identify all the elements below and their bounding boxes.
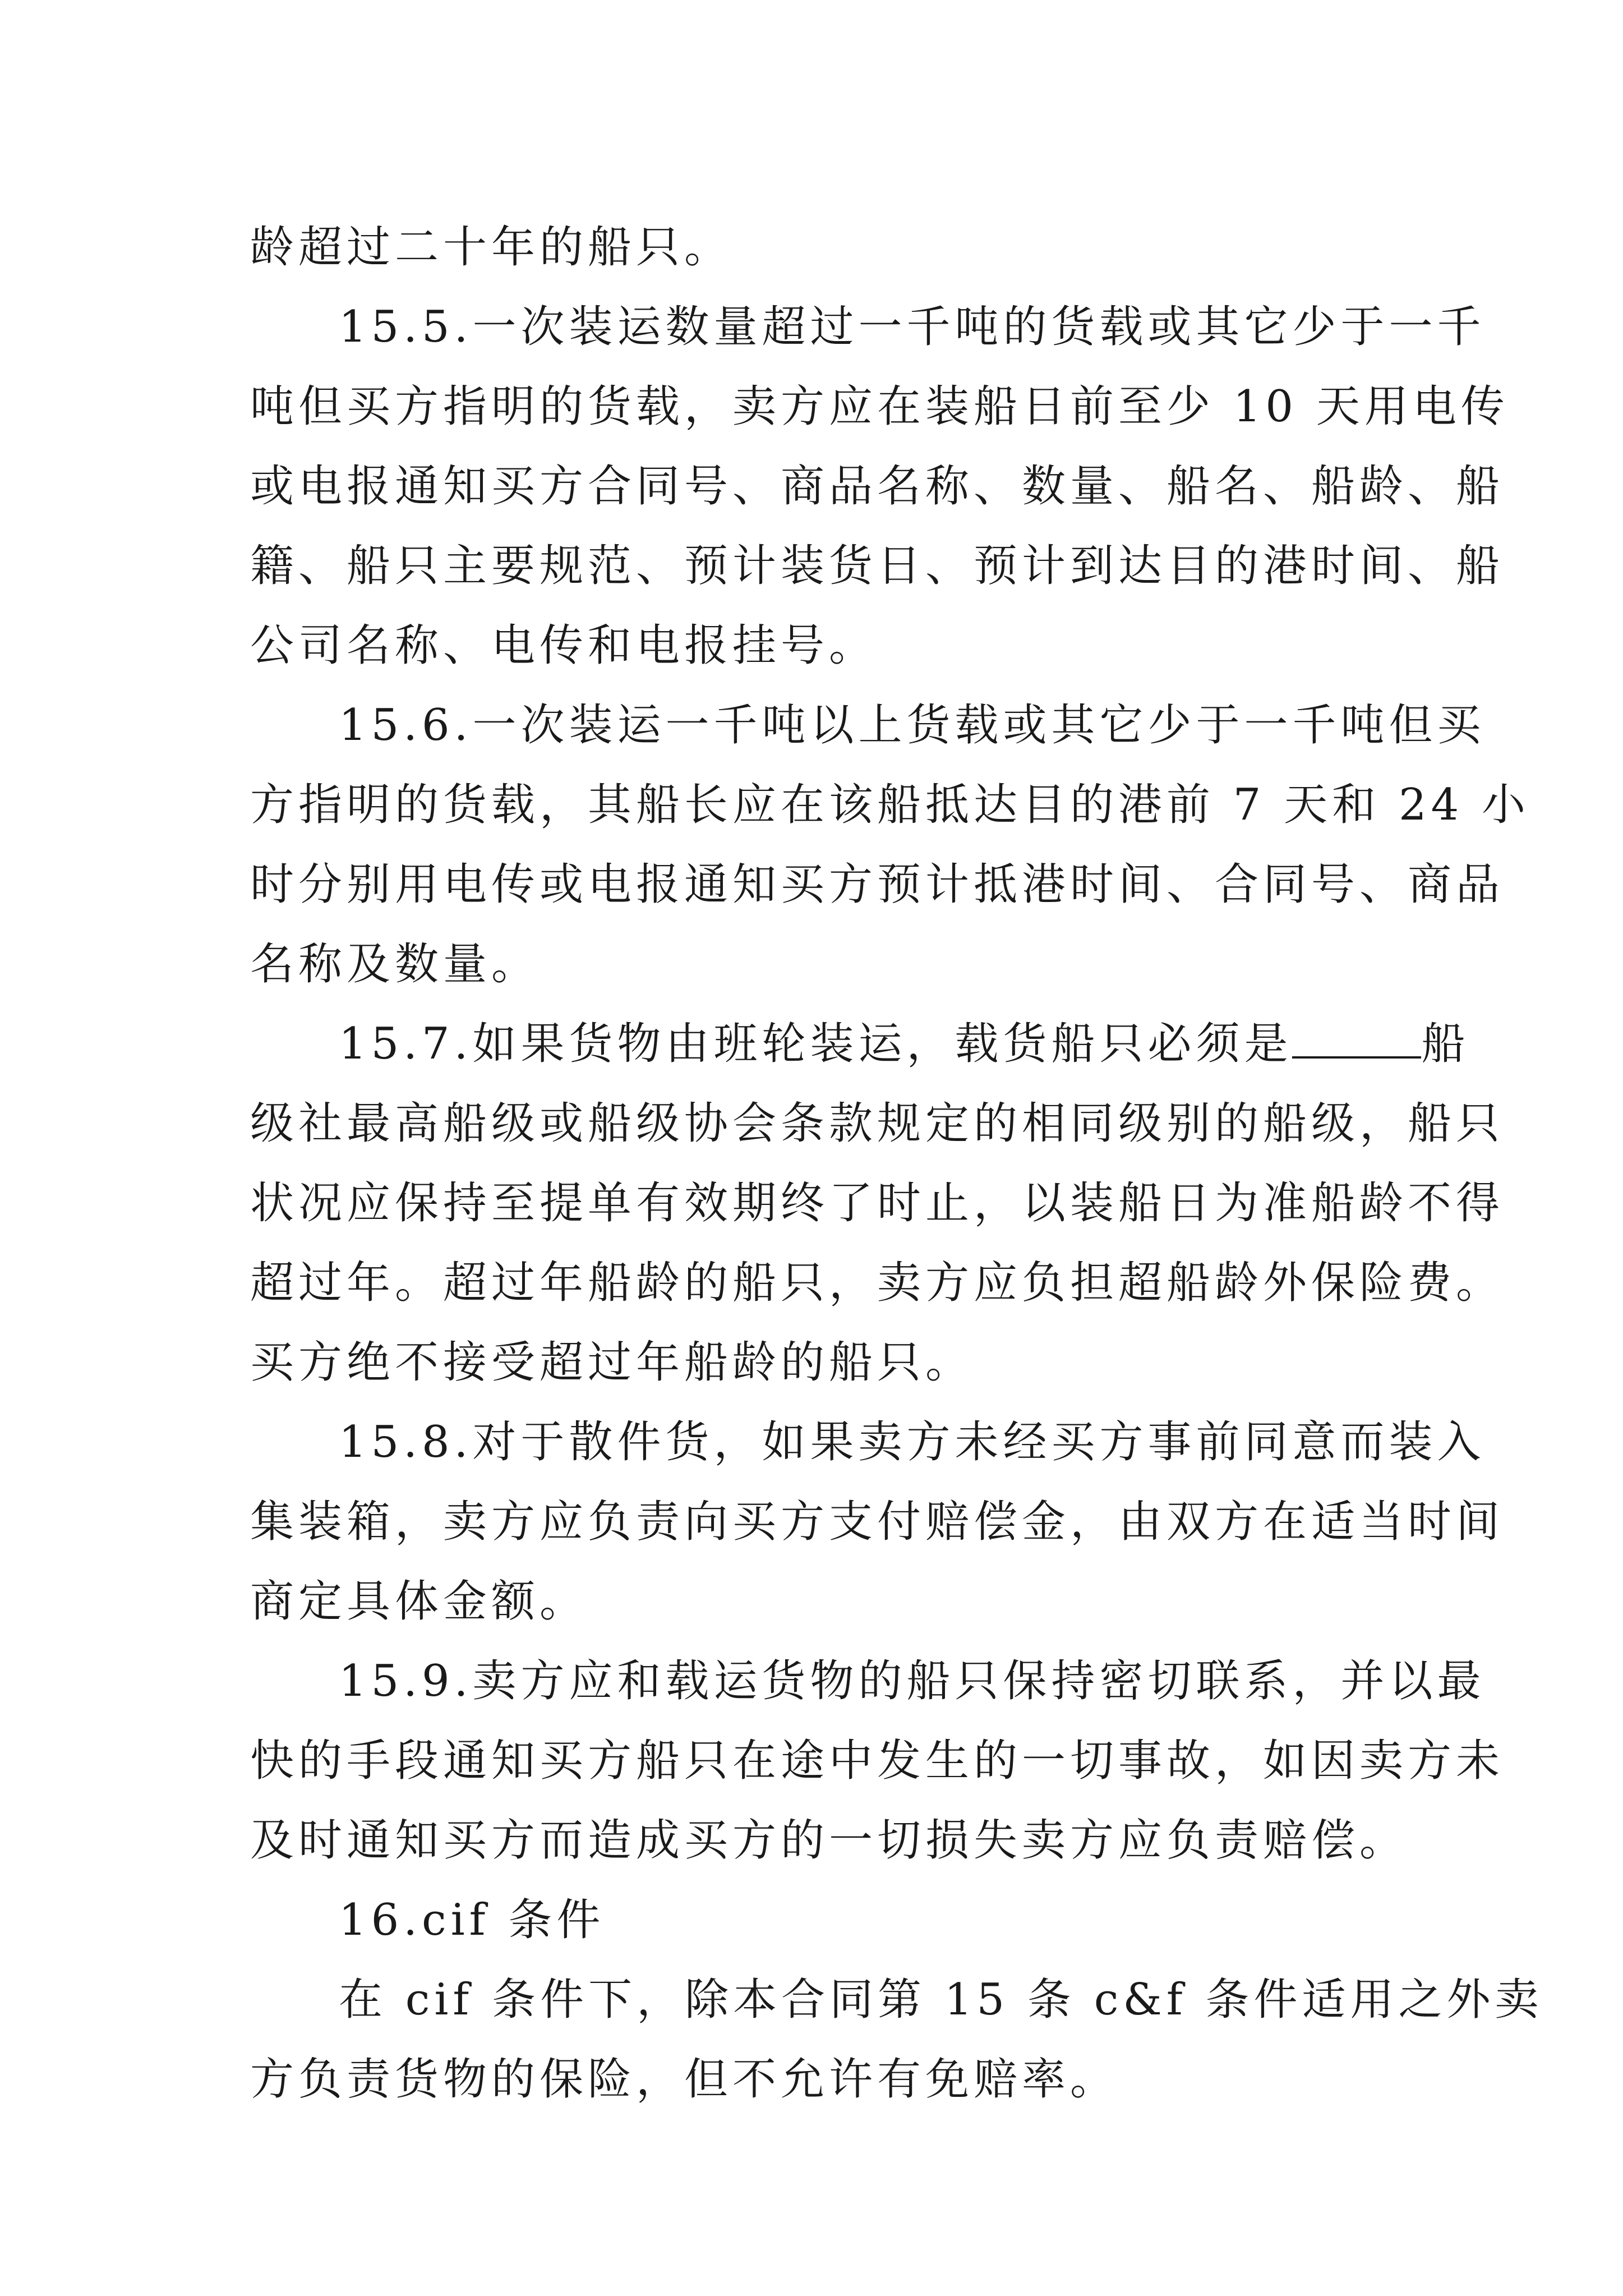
section-16-heading: 16.cif 条件 xyxy=(339,1895,605,1945)
text-line: 吨但买方指明的货载，卖方应在装船日前至少 10 天用电传 xyxy=(250,381,1509,432)
text-line: 快的手段通知买方船只在途中发生的一切事故，如因卖方未 xyxy=(250,1736,1505,1786)
text-line: 超过年。超过年船龄的船只，卖方应负担超船龄外保险费。 xyxy=(250,1258,1505,1308)
text-line: 方负责货物的保险，但不允许有免赔率。 xyxy=(250,2054,1119,2105)
clause-15-7-text: 15.7.如果货物由班轮装运，载货船只必须是 xyxy=(339,1019,1293,1069)
clause-15-8-line: 15.8.对于散件货，如果卖方未经买方事前同意而装入 xyxy=(339,1417,1486,1467)
clause-15-6-line: 15.6.一次装运一千吨以上货载或其它少于一千吨但买 xyxy=(339,700,1486,751)
text-line: 龄超过二十年的船只。 xyxy=(250,222,733,273)
clause-15-5-line: 15.5.一次装运数量超过一千吨的货载或其它少于一千 xyxy=(339,302,1486,352)
text-line: 公司名称、电传和电报挂号。 xyxy=(250,620,878,671)
text-line: 商定具体金额。 xyxy=(250,1576,588,1627)
fill-in-blank xyxy=(1292,1017,1421,1059)
section-16-line: 在 cif 条件下，除本合同第 15 条 c&f 条件适用之外卖 xyxy=(339,1975,1543,2025)
text-line: 及时通知买方而造成买方的一切损失卖方应负责赔偿。 xyxy=(250,1815,1408,1866)
text-line: 方指明的货载，其船长应在该船抵达目的港前 7 天和 24 小 xyxy=(250,780,1530,830)
text-line: 或电报通知买方合同号、商品名称、数量、船名、船龄、船 xyxy=(250,461,1505,512)
text-line: 买方绝不接受超过年船龄的船只。 xyxy=(250,1337,974,1388)
clause-15-7-line xyxy=(250,1004,1470,1084)
text-line: 集装箱，卖方应负责向买方支付赔偿金，由双方在适当时间 xyxy=(250,1497,1505,1547)
clause-15-7-text-end: 船 xyxy=(1421,1019,1470,1069)
text-line: 状况应保持至提单有效期终了时止，以装船日为准船龄不得 xyxy=(250,1178,1505,1228)
text-line: 时分别用电传或电报通知买方预计抵港时间、合同号、商品 xyxy=(250,859,1505,910)
text-line: 名称及数量。 xyxy=(250,939,540,990)
text-line: 籍、船只主要规范、预计装货日、预计到达目的港时间、船 xyxy=(250,541,1505,591)
clause-15-9-line: 15.9.卖方应和载运货物的船只保持密切联系，并以最 xyxy=(339,1656,1486,1706)
document-body xyxy=(250,208,1543,2119)
text-line: 级社最高船级或船级协会条款规定的相同级别的船级，船只 xyxy=(250,1098,1505,1149)
